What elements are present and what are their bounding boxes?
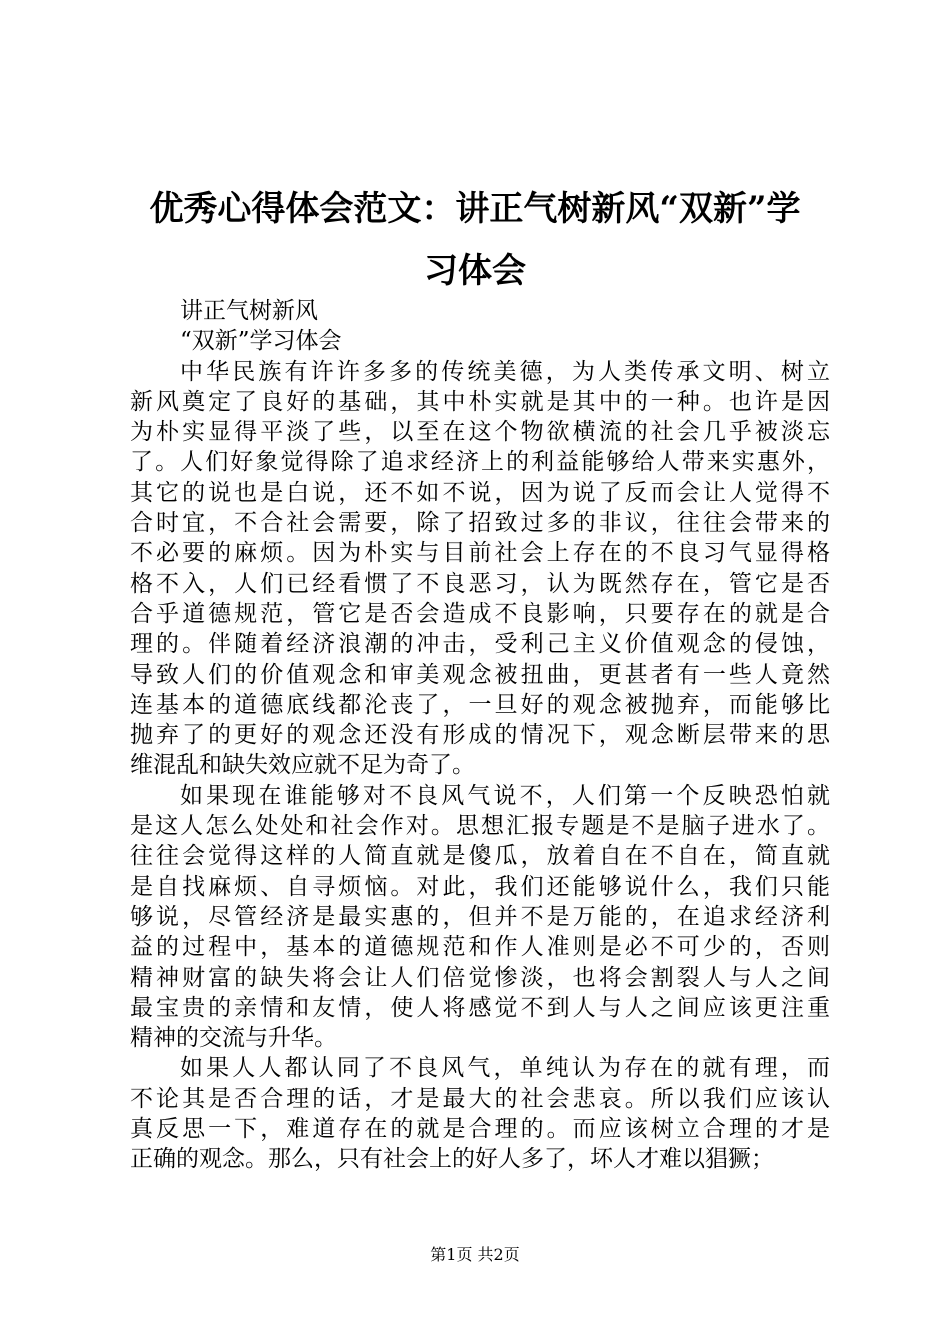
paragraph-line: 是自找麻烦、自寻烦恼。对此，我们还能够说什么，我们只能: [130, 873, 830, 900]
paragraph-line: 如果现在谁能够对不良风气说不，人们第一个反映恐怕就: [180, 782, 830, 809]
paragraph-line: 维混乱和缺失效应就不足为奇了。: [130, 752, 475, 779]
paragraph-line: 连基本的道德底线都沦丧了，一旦好的观念被抛弃，而能够比: [130, 691, 830, 718]
paragraph-line: 其它的说也是白说，还不如不说，因为说了反而会让人觉得不: [130, 479, 830, 506]
title-line-1: 优秀心得体会范文：讲正气树新风“双新”学: [149, 189, 801, 229]
paragraph-line: 新风奠定了良好的基础，其中朴实就是其中的一种。也许是因: [130, 388, 830, 415]
paragraph-line: 了。人们好象觉得除了追求经济上的利益能够给人带来实惠外，: [130, 449, 830, 476]
paragraph-line: 最宝贵的亲情和友情，使人将感觉不到人与人之间应该更注重: [130, 994, 830, 1021]
paragraph-line: 正确的观念。那么，只有社会上的好人多了，坏人才难以猖獗；: [130, 1146, 774, 1173]
subtitle-line-2: “双新”学习体会: [180, 328, 342, 355]
title-line-2: 习体会: [424, 251, 526, 291]
paragraph-line: 益的过程中，基本的道德规范和作人准则是必不可少的，否则: [130, 934, 830, 961]
paragraph: [130, 1053, 830, 1174]
paragraph-line: 抛弃了的更好的观念还没有形成的情况下，观念断层带来的思: [130, 722, 830, 749]
document-title: [110, 178, 840, 302]
paragraph-line: 理的。伴随着经济浪潮的冲击，受利己主义价值观念的侵蚀，: [130, 631, 830, 658]
paragraph-line: 合时宜，不合社会需要，除了招致过多的非议，往往会带来的: [130, 510, 830, 537]
paragraph-line: 真反思一下，难道存在的就是合理的。而应该树立合理的才是: [130, 1116, 830, 1143]
paragraph: [130, 357, 830, 781]
paragraph-line: 往往会觉得这样的人简直就是傻瓜，放着自在不自在，简直就: [130, 843, 830, 870]
paragraph-line: 格不入，人们已经看惯了不良恶习，认为既然存在，管它是否: [130, 570, 830, 597]
page-footer: 第1页 共2页: [430, 1245, 520, 1264]
paragraph-line: 精神财富的缺失将会让人们倍觉惨淡，也将会割裂人与人之间: [130, 964, 830, 991]
paragraph-line: 为朴实显得平淡了些，以至在这个物欲横流的社会几乎被淡忘: [130, 419, 830, 446]
paragraph-line: 合乎道德规范，管它是否会造成不良影响，只要存在的就是合: [130, 600, 830, 627]
paragraphs-container: [130, 357, 830, 1175]
paragraph-line: 不论其是否合理的话，才是最大的社会悲哀。所以我们应该认: [130, 1085, 830, 1112]
document-body: [130, 296, 830, 1175]
paragraph: [130, 781, 830, 1054]
paragraph-line: 中华民族有许许多多的传统美德，为人类传承文明、树立: [180, 358, 830, 385]
paragraph-line: 精神的交流与升华。: [130, 1025, 337, 1052]
subtitle-line-1: 讲正气树新风: [180, 298, 318, 324]
paragraph-line: 导致人们的价值观念和审美观念被扭曲，更甚者有一些人竟然: [130, 661, 830, 688]
paragraph-line: 是这人怎么处处和社会作对。思想汇报专题是不是脑子进水了。: [130, 813, 830, 840]
paragraph-line: 如果人人都认同了不良风气，单纯认为存在的就有理，而: [180, 1055, 830, 1082]
paragraph-line: 不必要的麻烦。因为朴实与目前社会上存在的不良习气显得格: [130, 540, 830, 567]
paragraph-line: 够说，尽管经济是最实惠的，但并不是万能的，在追求经济利: [130, 903, 830, 930]
